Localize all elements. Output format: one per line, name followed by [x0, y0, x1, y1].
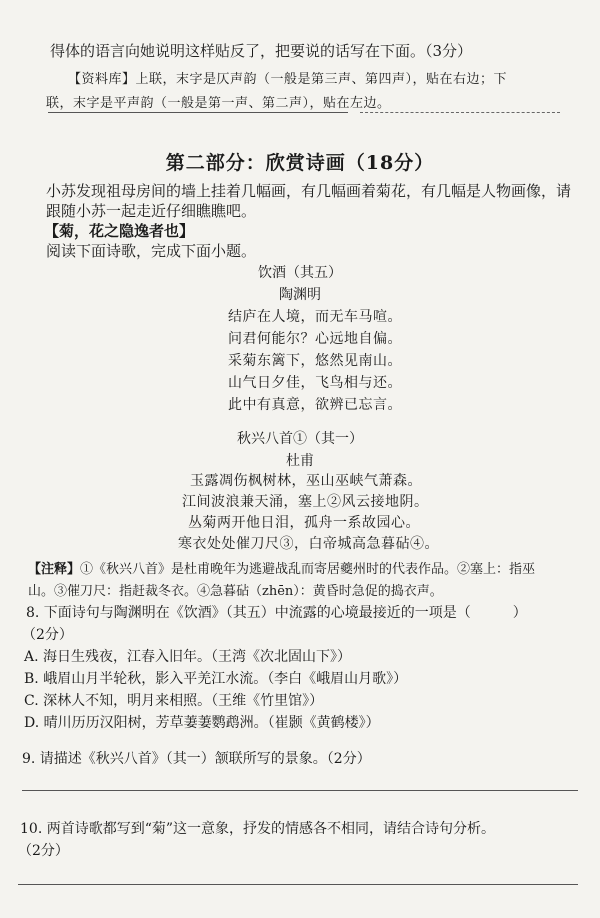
answer-line	[360, 112, 560, 113]
intro-text-line: 跟随小苏一起走近仔细瞧瞧吧。	[46, 202, 257, 220]
question-stem: 10. 两首诗歌都写到“菊”这一意象，抒发的情感各不相同，请结合诗句分析。	[20, 821, 496, 837]
annotation-line: 山。③催刀尺：指赶裁冬衣。④急暮砧（zhēn）：黄昏时急促的捣衣声。	[28, 584, 443, 599]
poem-author: 陶渊明	[279, 287, 321, 303]
annotation-label: 【注释】	[28, 562, 81, 577]
option-c: C. 深林人不知，明月来相照。（王维《竹里馆》）	[24, 693, 324, 709]
question-stem: 8. 下面诗句与陶渊明在《饮酒》（其五）中流露的心境最接近的一项是（ ）	[26, 605, 527, 621]
question-score: （2分）	[18, 843, 69, 859]
option-a: A. 海日生残夜，江春入旧年。（王湾《次北固山下》）	[24, 649, 352, 665]
annotation-text: ①《秋兴八首》是杜甫晚年为逃避战乱而寄居夔州时的代表作品。②塞上：指巫	[80, 562, 536, 577]
poem-line: 山气日夕佳，飞鸟相与还。	[228, 375, 402, 391]
answer-line	[22, 790, 578, 791]
option-d: D. 晴川历历汉阳树，芳草萋萋鹦鹉洲。（崔颢《黄鹤楼》）	[24, 715, 380, 731]
poem-line: 玉露凋伤枫树林，巫山巫峡气萧森。	[190, 473, 422, 489]
reference-box-line: 【资料库】上联，末字是仄声韵（一般是第三声、第四声），贴在右边；下	[68, 72, 508, 87]
poem-line: 结庐在人境，而无车马喧。	[228, 309, 402, 325]
poem-line: 丛菊两开他日泪，孤舟一系故园心。	[188, 515, 420, 531]
poem-line: 问君何能尔？心远地自偏。	[228, 331, 402, 347]
poem-title: 秋兴八首①（其一）	[237, 431, 363, 447]
poem-title: 饮酒（其五）	[258, 265, 342, 281]
subheading: 【菊，花之隐逸者也】	[44, 222, 195, 240]
poem-author: 杜甫	[286, 453, 314, 469]
intro-text-line: 小苏发现祖母房间的墙上挂着几幅画，有几幅画着菊花，有几幅是人物画像，请	[46, 182, 572, 200]
answer-line	[18, 884, 578, 885]
question-stem: 9. 请描述《秋兴八首》（其一）颔联所写的景象。（2分）	[22, 751, 371, 767]
section-title: 第二部分：欣赏诗画（18分）	[165, 152, 435, 174]
answer-line	[48, 112, 348, 113]
poem-line: 寒衣处处催刀尺③，白帝城高急暮砧④。	[178, 536, 439, 552]
poem-line: 此中有真意，欲辨已忘言。	[228, 397, 402, 413]
instruction-text: 阅读下面诗歌，完成下面小题。	[46, 242, 257, 260]
reference-box-line: 联，末字是平声韵（一般是第一声、第二声），贴在左边。	[46, 96, 391, 111]
question-text-line: 得体的语言向她说明这样贴反了，把要说的话写在下面。（3分）	[50, 42, 473, 60]
option-b: B. 峨眉山月半轮秋，影入平羌江水流。（李白《峨眉山月歌》）	[24, 671, 408, 687]
poem-line: 江间波浪兼天涌，塞上②风云接地阴。	[182, 494, 429, 510]
annotation-line	[28, 558, 535, 577]
question-score: （2分）	[22, 627, 73, 643]
poem-line: 采菊东篱下，悠然见南山。	[228, 353, 402, 369]
